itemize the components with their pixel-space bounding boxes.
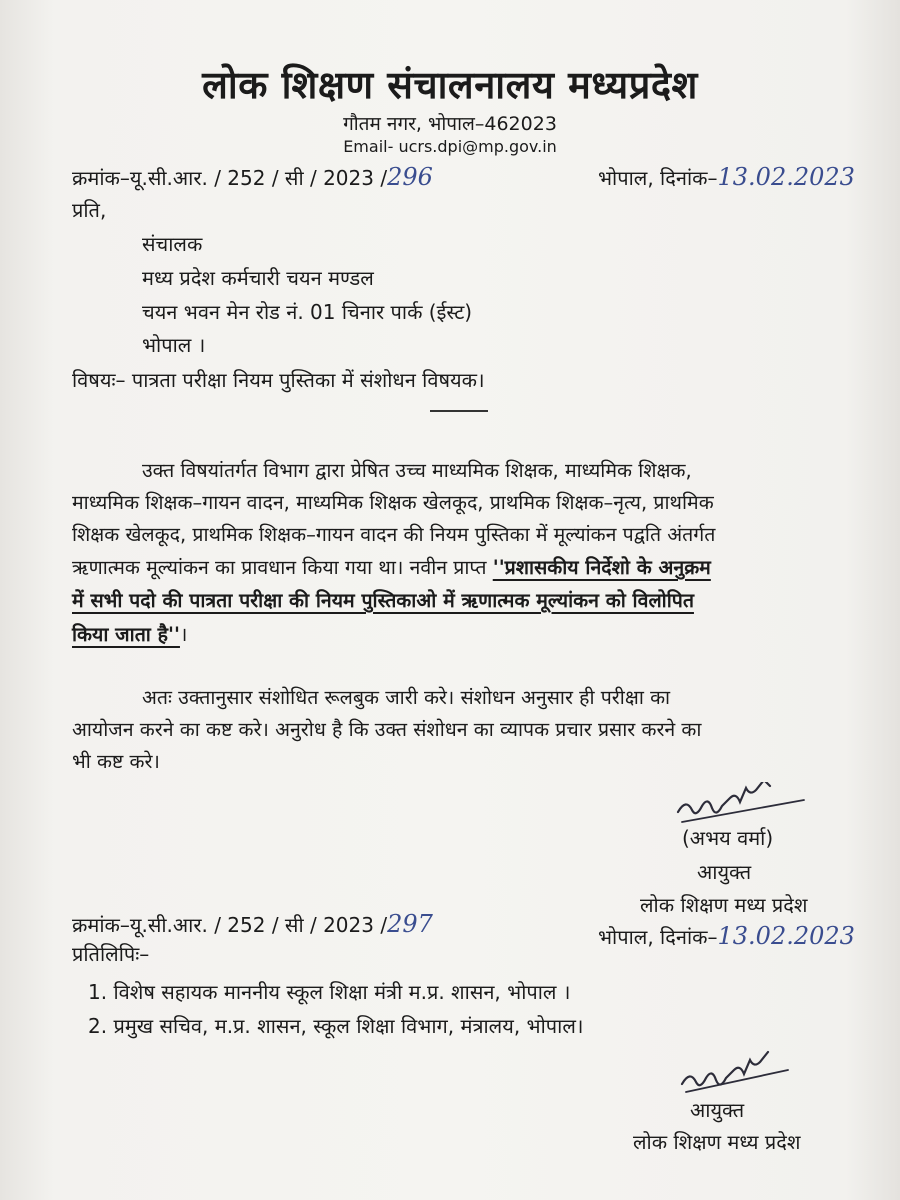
office-title: लोक शिक्षण संचालनालय मध्यप्रदेश xyxy=(202,63,698,107)
subject-line: विषयः– पात्रता परीक्षा नियम पुस्तिका में संशोधन विषयक। xyxy=(72,368,485,392)
para1-line: माध्यमिक शिक्षक–गायन वादन, माध्यमिक शिक्षक खेलकूद, प्राथमिक शिक्षक–नृत्य, प्राथमिक xyxy=(72,491,714,514)
para1-end: । xyxy=(179,623,188,646)
letter-number-handwritten: 296 xyxy=(387,163,433,191)
quoted-directive: किया जाता है'' xyxy=(72,623,180,646)
signature-mark xyxy=(672,782,812,830)
para2-line: आयोजन करने का कष्ट करे। अनुरोध है कि उक्त संशोधन का व्यापक प्रचार प्रसार करने का xyxy=(72,718,702,741)
to-label: प्रति, xyxy=(72,198,107,222)
recipient-line: भोपाल । xyxy=(142,333,206,357)
office-email: Email- ucrs.dpi@mp.gov.in xyxy=(343,137,557,156)
copy-date-handwritten: 13.02.2023 xyxy=(717,922,855,950)
copy-to-item: 2. प्रमुख सचिव, म.प्र. शासन, स्कूल शिक्षा विभाग, मंत्रालय, भोपाल। xyxy=(88,1014,584,1038)
copy-to-label: प्रतिलिपिः– xyxy=(72,942,150,966)
subject-divider xyxy=(430,410,488,412)
copy-number xyxy=(72,910,433,938)
copy-number-prefix: क्रमांक–यू.सी.आर. / 252 / सी / 2023 / xyxy=(72,913,388,937)
para1-line: शिक्षक खेलकूद, प्राथमिक शिक्षक–गायन वादन की नियम पुस्तिका में मूल्यांकन पद्वति अंतर्गत xyxy=(72,523,716,546)
quoted-directive: ''प्रशासकीय निर्देशो के अनुक्रम xyxy=(492,556,711,579)
recipient-line: चयन भवन मेन रोड नं. 01 चिनार पार्क (ईस्ट) xyxy=(142,300,473,324)
copy-number-handwritten: 297 xyxy=(387,910,433,938)
recipient-line: मध्य प्रदेश कर्मचारी चयन मण्डल xyxy=(142,266,374,290)
signatory-office: लोक शिक्षण मध्य प्रदेश xyxy=(640,893,808,917)
copy-date xyxy=(598,922,855,950)
quoted-directive: में सभी पदो की पात्रता परीक्षा की नियम पुस्तिकाओ में ऋणात्मक मूल्यांकन को विलोपित xyxy=(72,589,694,612)
para1-line: उक्त विषयांतर्गत विभाग द्वारा प्रेषित उच्च माध्यमिक शिक्षक, माध्यमिक शिक्षक, xyxy=(142,459,692,482)
office-address: गौतम नगर, भोपाल–462023 xyxy=(343,113,557,135)
copy-to-item: 1. विशेष सहायक माननीय स्कूल शिक्षा मंत्री म.प्र. शासन, भोपाल । xyxy=(88,980,571,1004)
letter-number-prefix: क्रमांक–यू.सी.आर. / 252 / सी / 2023 / xyxy=(72,166,388,190)
signature-mark xyxy=(676,1040,796,1096)
signatory-designation: आयुक्त xyxy=(697,860,752,884)
copy-date-prefix: भोपाल, दिनांक– xyxy=(598,925,718,949)
para2-line: भी कष्ट करे। xyxy=(72,750,160,773)
para1-line4-text: ऋणात्मक मूल्यांकन का प्रावधान किया गया था। नवीन प्राप्त xyxy=(72,556,487,579)
signatory-office: लोक शिक्षण मध्य प्रदेश xyxy=(633,1130,801,1154)
signatory-name: (अभय वर्मा) xyxy=(682,826,774,850)
letter-date-handwritten: 13.02.2023 xyxy=(717,163,855,191)
letter-date-prefix: भोपाल, दिनांक– xyxy=(598,166,718,190)
recipient-line: संचालक xyxy=(142,232,203,256)
para1-line xyxy=(72,553,711,580)
letter-number xyxy=(72,163,433,191)
signatory-designation: आयुक्त xyxy=(690,1098,745,1122)
letter-date xyxy=(598,163,855,191)
para2-line: अतः उक्तानुसार संशोधित रूलबुक जारी करे। संशोधन अनुसार ही परीक्षा का xyxy=(142,686,671,709)
para1-line xyxy=(72,620,187,647)
